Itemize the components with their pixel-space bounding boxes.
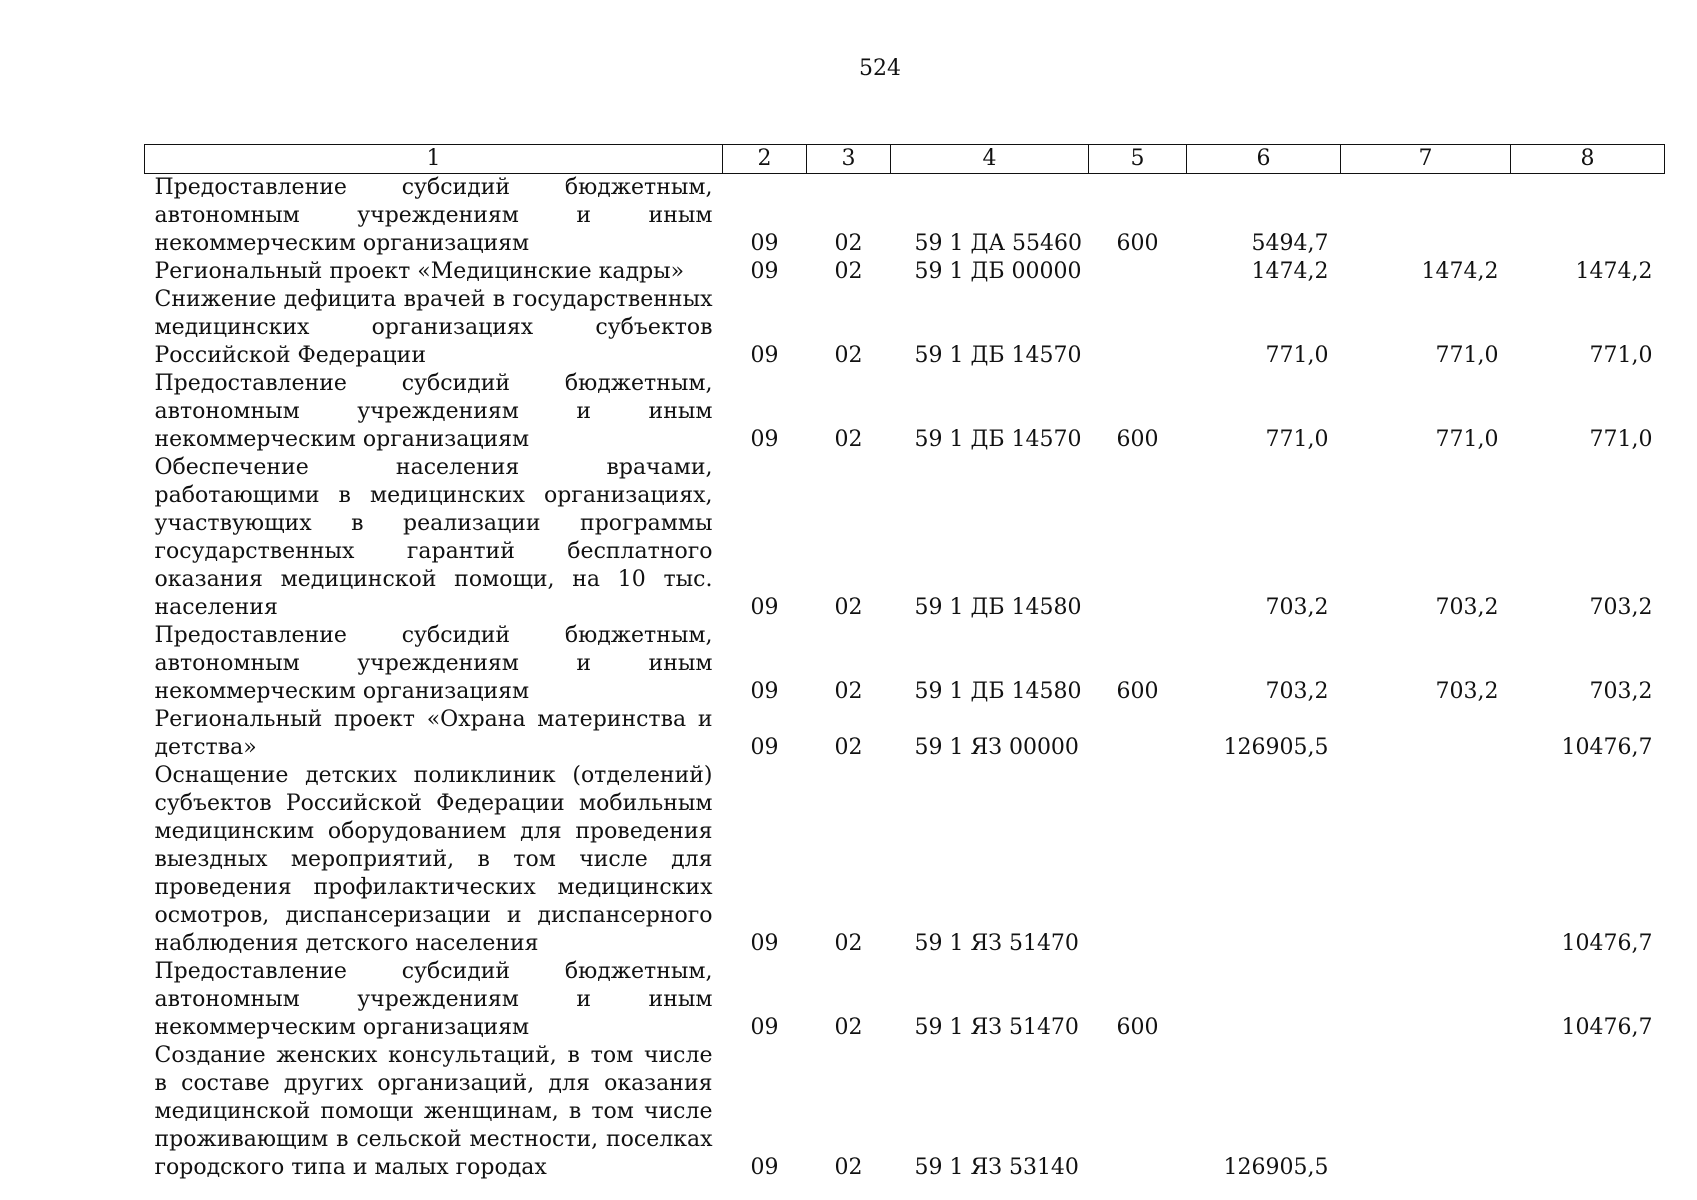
- row-podrazdel: 02: [834, 1015, 863, 1040]
- row-sum-3: 771,0: [1589, 427, 1653, 452]
- header-col-5: 5: [1089, 145, 1187, 174]
- row-sum-1: 771,0: [1265, 427, 1329, 452]
- row-sum-2: 703,2: [1435, 679, 1499, 704]
- row-csr: 59 1 ЯЗ 51470: [914, 1015, 1079, 1040]
- table-row: [145, 622, 1665, 706]
- row-razdel: 09: [750, 679, 779, 704]
- row-sum-1: [1187, 762, 1341, 958]
- row-csr: 59 1 ДБ 14580: [914, 595, 1082, 620]
- row-sum-1: 126905,5: [1223, 1155, 1329, 1180]
- row-sum-3: [1511, 174, 1665, 259]
- row-sum-1: [1187, 958, 1341, 1042]
- row-name: Снижение дефицита врачей в государственных медицинских организациях субъектов Российской Федерации: [154, 287, 713, 368]
- row-razdel: 09: [750, 1155, 779, 1180]
- row-sum-2: [1341, 762, 1511, 958]
- table-row: [145, 1042, 1665, 1182]
- row-csr: 59 1 ДБ 14570: [914, 427, 1082, 452]
- row-podrazdel: 02: [834, 931, 863, 956]
- row-name: Создание женских консультаций, в том числе в составе других организаций, для оказания медицинской помощи женщинам, в том числе проживающим в сельской местности, поселках городского типа и малых городах: [154, 1043, 713, 1180]
- row-sum-3: 10476,7: [1561, 735, 1653, 760]
- row-csr: 59 1 ДА 55460: [914, 231, 1083, 256]
- row-name: Региональный проект «Медицинские кадры»: [154, 259, 685, 284]
- row-vr: [1089, 1042, 1187, 1182]
- header-col-2: 2: [723, 145, 807, 174]
- row-sum-2: 703,2: [1435, 595, 1499, 620]
- row-vr: 600: [1116, 427, 1159, 452]
- row-sum-3: 10476,7: [1561, 931, 1653, 956]
- row-vr: 600: [1116, 1015, 1159, 1040]
- row-podrazdel: 02: [834, 1155, 863, 1180]
- row-razdel: 09: [750, 931, 779, 956]
- row-csr: 59 1 ДБ 14580: [914, 679, 1082, 704]
- row-razdel: 09: [750, 595, 779, 620]
- row-vr: [1089, 454, 1187, 622]
- header-col-1: 1: [145, 145, 723, 174]
- header-col-3: 3: [807, 145, 891, 174]
- table-row: [145, 958, 1665, 1042]
- row-sum-3: 703,2: [1589, 595, 1653, 620]
- row-razdel: 09: [750, 427, 779, 452]
- row-podrazdel: 02: [834, 259, 863, 284]
- table-header-row: [145, 145, 1665, 174]
- row-sum-2: [1341, 174, 1511, 259]
- row-csr: 59 1 ДБ 14570: [914, 343, 1082, 368]
- row-sum-3: [1511, 1042, 1665, 1182]
- row-vr: [1089, 258, 1187, 286]
- row-sum-2: 771,0: [1435, 427, 1499, 452]
- row-name: Предоставление субсидий бюджетным, автономным учреждениям и иным некоммерческим организациям: [154, 371, 713, 452]
- row-name: Предоставление субсидий бюджетным, автономным учреждениям и иным некоммерческим организациям: [154, 175, 713, 256]
- row-name: Оснащение детских поликлиник (отделений) субъектов Российской Федерации мобильным медицинским оборудованием для проведения выездных мероприятий, в том числе для проведения профилактических медицинских осмотров, диспансеризации и диспансерного наблюдения детского населения: [154, 763, 713, 956]
- row-vr: [1089, 286, 1187, 370]
- row-sum-3: 703,2: [1589, 679, 1653, 704]
- row-csr: 59 1 ЯЗ 53140: [914, 1155, 1079, 1180]
- row-sum-1: 5494,7: [1251, 231, 1329, 256]
- budget-table: [144, 144, 1665, 1182]
- table-row: [145, 454, 1665, 622]
- row-razdel: 09: [750, 735, 779, 760]
- table-row: [145, 174, 1665, 259]
- row-name: Обеспечение населения врачами, работающими в медицинских организациях, участвующих в реализации программы государственных гарантий бесплатного оказания медицинской помощи, на 10 тыс. населения: [154, 455, 713, 620]
- row-name: Предоставление субсидий бюджетным, автономным учреждениям и иным некоммерческим организациям: [154, 959, 713, 1040]
- row-sum-2: [1341, 1042, 1511, 1182]
- row-sum-2: [1341, 958, 1511, 1042]
- row-sum-3: 1474,2: [1575, 259, 1653, 284]
- row-razdel: 09: [750, 231, 779, 256]
- row-podrazdel: 02: [834, 343, 863, 368]
- row-csr: 59 1 ЯЗ 51470: [914, 931, 1079, 956]
- header-col-7: 7: [1341, 145, 1511, 174]
- row-vr: 600: [1116, 679, 1159, 704]
- table-row: [145, 286, 1665, 370]
- row-name: Региональный проект «Охрана материнства и детства»: [154, 707, 713, 760]
- row-vr: 600: [1116, 231, 1159, 256]
- table-row: [145, 370, 1665, 454]
- row-sum-1: 703,2: [1265, 595, 1329, 620]
- row-sum-1: 126905,5: [1223, 735, 1329, 760]
- table-row: [145, 258, 1665, 286]
- row-sum-1: 703,2: [1265, 679, 1329, 704]
- row-razdel: 09: [750, 259, 779, 284]
- table-row: [145, 706, 1665, 762]
- row-sum-2: 1474,2: [1421, 259, 1499, 284]
- row-sum-3: 10476,7: [1561, 1015, 1653, 1040]
- row-vr: [1089, 762, 1187, 958]
- row-podrazdel: 02: [834, 735, 863, 760]
- header-col-4: 4: [891, 145, 1089, 174]
- row-vr: [1089, 706, 1187, 762]
- row-csr: 59 1 ЯЗ 00000: [914, 735, 1079, 760]
- row-podrazdel: 02: [834, 595, 863, 620]
- row-podrazdel: 02: [834, 231, 863, 256]
- row-podrazdel: 02: [834, 427, 863, 452]
- row-sum-2: 771,0: [1435, 343, 1499, 368]
- table-row: [145, 762, 1665, 958]
- row-podrazdel: 02: [834, 679, 863, 704]
- page-number: 524: [859, 56, 901, 81]
- row-sum-3: 771,0: [1589, 343, 1653, 368]
- row-csr: 59 1 ДБ 00000: [914, 259, 1082, 284]
- row-sum-2: [1341, 706, 1511, 762]
- row-name: Предоставление субсидий бюджетным, автономным учреждениям и иным некоммерческим организациям: [154, 623, 713, 704]
- row-sum-1: 771,0: [1265, 343, 1329, 368]
- row-razdel: 09: [750, 1015, 779, 1040]
- row-sum-1: 1474,2: [1251, 259, 1329, 284]
- header-col-6: 6: [1187, 145, 1341, 174]
- header-col-8: 8: [1511, 145, 1665, 174]
- row-razdel: 09: [750, 343, 779, 368]
